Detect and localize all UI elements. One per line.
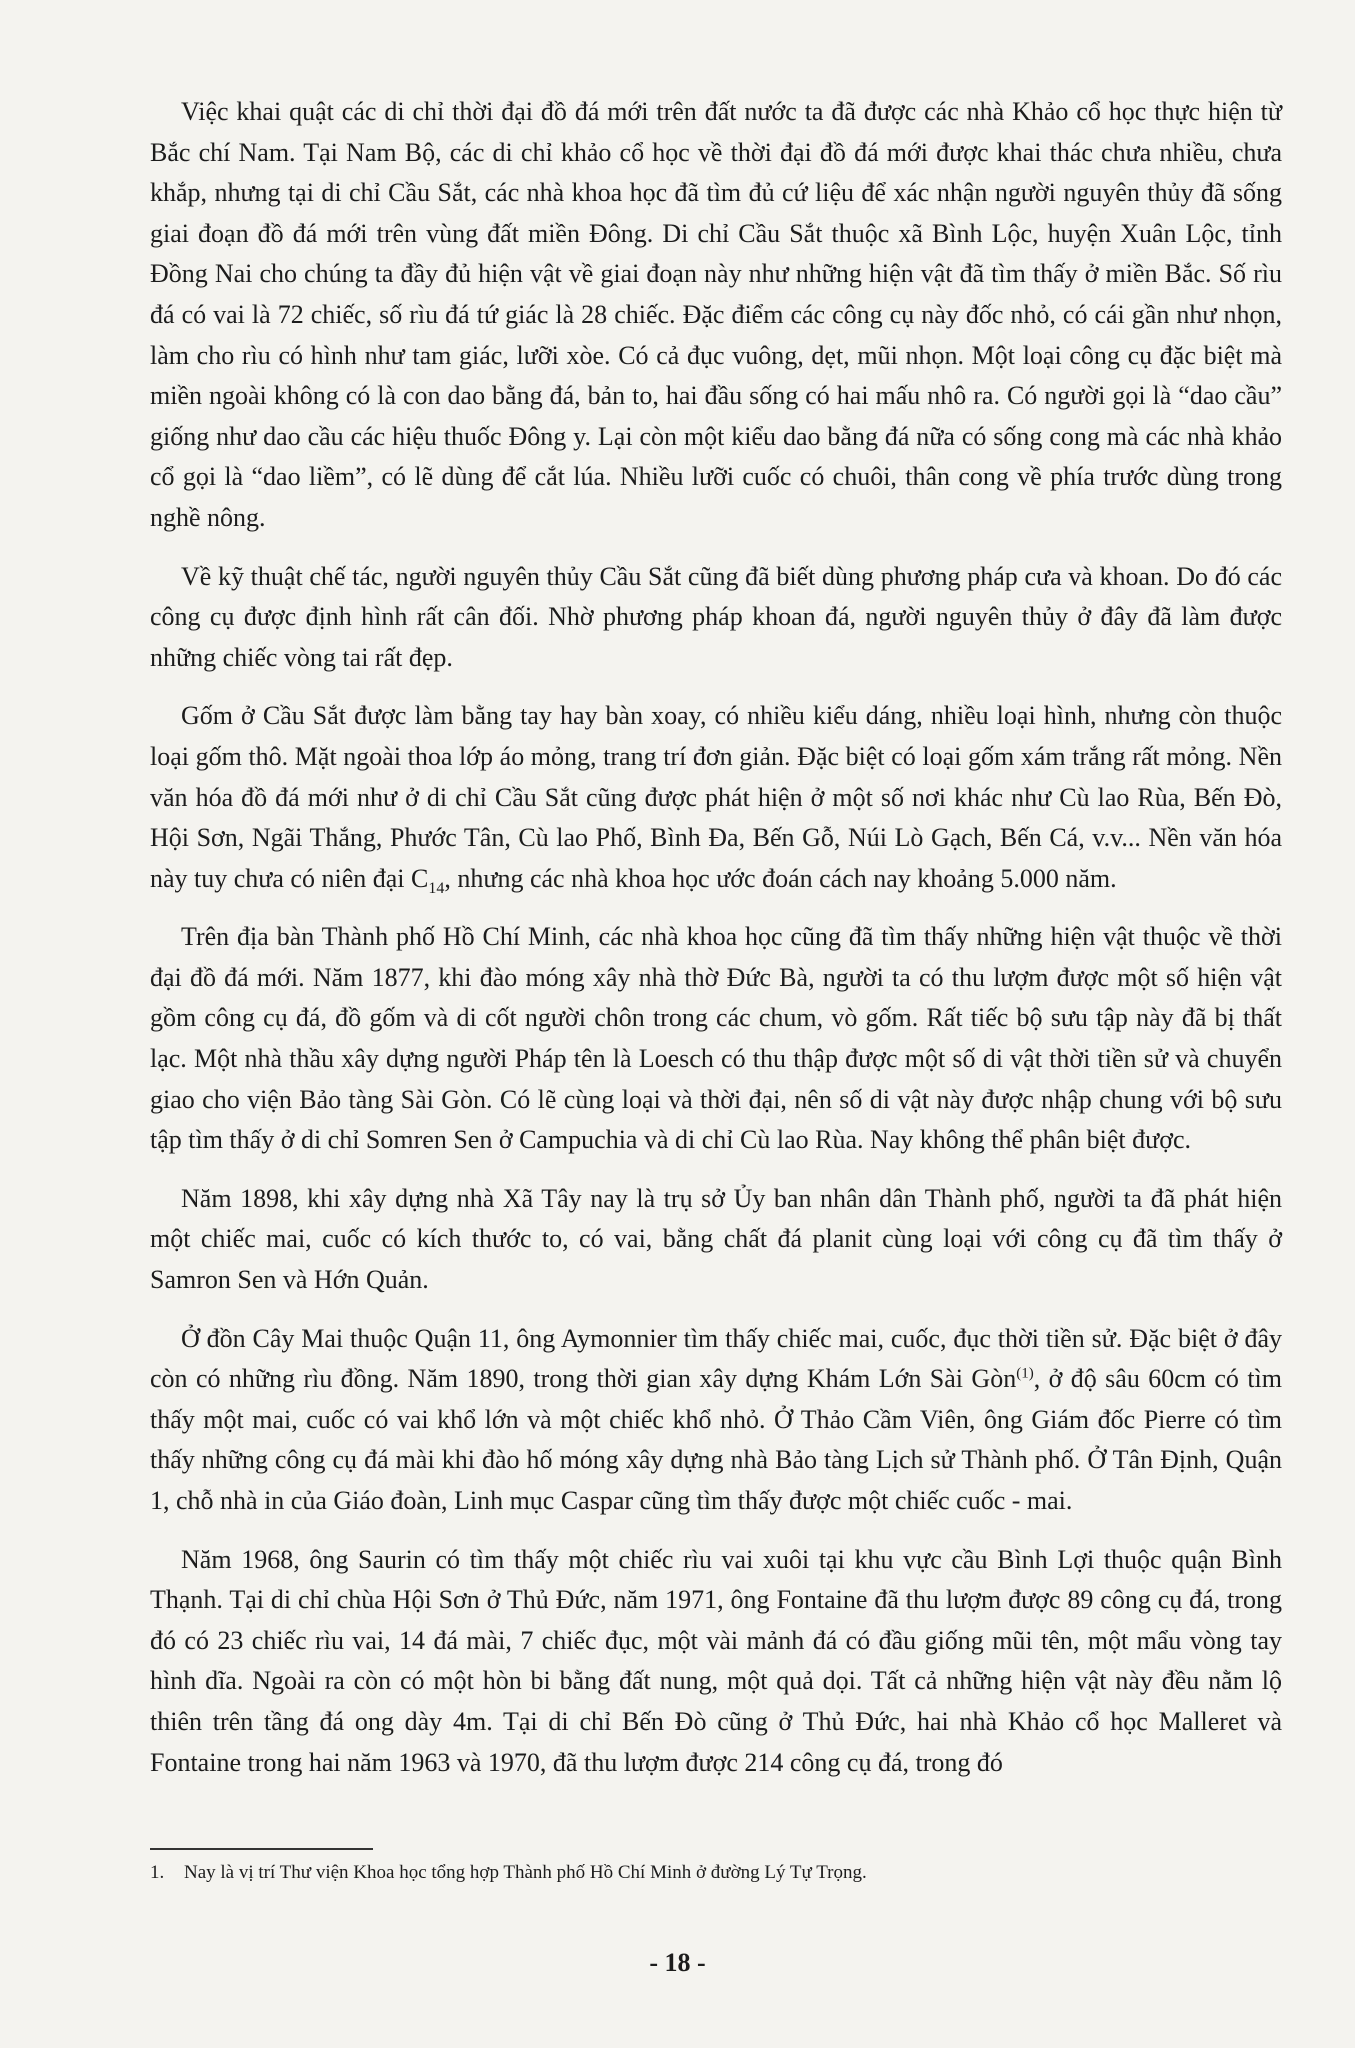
paragraph-binh-loi: Năm 1968, ông Saurin có tìm thấy một chiếc rìu vai xuôi tại khu vực cầu Bình Lợi thuộc quận Bình Thạnh. Tại di chỉ chùa Hội Sơn ở Thủ Đức, năm 1971, ông Fontaine đã thu lượm được 89 công cụ đá, trong đó có 23 chiếc rìu vai, 14 đá mài, 7 chiếc đục, một vài mảnh đá có đầu giống mũi tên, một mẩu vòng tay hình dĩa. Ngoài ra còn có một hòn bi bằng đất nung, một quả dọi. Tất cả những hiện vật này đều nằm lộ thiên trên tầng đá ong dày 4m. Tại di chỉ Bến Đò cũng ở Thủ Đức, hai nhà Khảo cổ học Malleret và Fontaine trong hai năm 1963 và 1970, đã thu lượm được 214 công cụ đá, trong đó — [150, 1544, 1282, 1777]
footnote — [150, 1860, 1282, 1886]
paragraph-hcmc-finds: Trên địa bàn Thành phố Hồ Chí Minh, các nhà khoa học cũng đã tìm thấy những hiện vật thuộc về thời đại đồ đá mới. Năm 1877, khi đào móng xây nhà thờ Đức Bà, người ta có thu lượm được một số hiện vật gồm công cụ đá, đồ gốm và di cốt người chôn trong các chum, vò gốm. Rất tiếc bộ sưu tập này đã bị thất lạc. Một nhà thầu xây dựng người Pháp tên là Loesch có thu thập được một số di vật thời tiền sử và chuyển giao cho viện Bảo tàng Sài Gòn. Có lẽ cùng loại và thời đại, nên số di vật này được nhập chung với bộ sưu tập tìm thấy ở di chỉ Somren Sen ở Campuchia và di chỉ Cù lao Rùa. Nay không thể phân biệt được. — [150, 922, 1282, 1155]
paragraph-crafting-technique: Về kỹ thuật chế tác, người nguyên thủy Cầu Sắt cũng đã biết dùng phương pháp cưa và khoan. Do đó các công cụ được định hình rất cân đối. Nhờ phương pháp khoan đá, người nguyên thủy ở đây đã làm được những chiếc vòng tai rất đẹp. — [150, 561, 1282, 672]
carbon-subscript: 14 — [428, 879, 445, 897]
cay-mai-text-end: , ở độ sâu 60cm có tìm thấy một mai, cuốc có vai khổ lớn và một chiếc khổ nhỏ. Ở Thảo Cầm Viên, ông Giám đốc Pierre có tìm thấy những công cụ đá mài khi đào hố móng xây dựng nhà Bảo tàng Lịch sử Thành phố. Ở Tân Định, Quận 1, chỗ nhà in của Giáo đoàn, Linh mục Caspar cũng tìm thấy được một chiếc cuốc - mai. — [150, 1364, 1282, 1515]
cay-mai-text: Ở đồn Cây Mai thuộc Quận 11, ông Aymonnier tìm thấy chiếc mai, cuốc, đục thời tiền sử. Đặc biệt ở đây còn có những rìu đồng. Năm 1890, trong thời gian xây dựng Khám Lớn Sài Gòn — [150, 1323, 1282, 1394]
page-number: - 18 - — [649, 1948, 706, 1977]
footnote-number: 1. — [150, 1862, 165, 1883]
paragraph-cay-mai — [150, 1319, 1282, 1522]
paragraph-cau-sat-site: Việc khai quật các di chỉ thời đại đồ đá mới trên đất nước ta đã được các nhà Khảo cổ học thực hiện từ Bắc chí Nam. Tại Nam Bộ, các di chỉ khảo cổ học về thời đại đồ đá mới được khai thác chưa nhiều, chưa khắp, nhưng tại di chỉ Cầu Sắt, các nhà khoa học đã tìm đủ cứ liệu để xác nhận người nguyên thủy đã sống giai đoạn đồ đá mới trên vùng đất miền Đông. Di chỉ Cầu Sắt thuộc xã Bình Lộc, huyện Xuân Lộc, tỉnh Đồng Nai cho chúng ta đầy đủ hiện vật về giai đoạn này như những hiện vật đã tìm thấy ở miền Bắc. Số rìu đá có vai là 72 chiếc, số rìu đá tứ giác là 28 chiếc. Đặc điểm các công cụ này đốc nhỏ, có cái gần như nhọn, làm cho rìu có hình như tam giác, lưỡi xòe. Có cả đục vuông, dẹt, mũi nhọn. Một loại công cụ đặc biệt mà miền ngoài không có là con dao bằng đá, bản to, hai đầu sống có hai mấu nhô ra. Có người gọi là “dao cầu” giống như dao cầu các hiệu thuốc Đông y. Lại còn một kiểu dao bằng đá nữa có sống cong mà các nhà khảo cổ gọi là “dao liềm”, có lẽ dùng để cắt lúa. Nhiều lưỡi cuốc có chuôi, thân cong về phía trước dùng trong nghề nông. — [150, 97, 1282, 532]
paragraph-pottery — [150, 696, 1282, 899]
body-text — [150, 92, 1282, 1801]
pottery-text: Gốm ở Cầu Sắt được làm bằng tay hay bàn xoay, có nhiều kiểu dáng, nhiều loại hình, nhưng còn thuộc loại gốm thô. Mặt ngoài thoa lớp áo mỏng, trang trí đơn giản. Đặc biệt có loại gốm xám trắng rất mỏng. Nền văn hóa đồ đá mới như ở di chỉ Cầu Sắt cũng được phát hiện ở một số nơi khác như Cù lao Rùa, Bến Đò, Hội Sơn, Ngãi Thắng, Phước Tân, Cù lao Phố, Bình Đa, Bến Gỗ, Núi Lò Gạch, Bến Cá, v.v... Nền văn hóa này tuy chưa có niên đại C — [150, 701, 1282, 893]
footnote-text: Nay là vị trí Thư viện Khoa học tổng hợp Thành phố Hồ Chí Minh ở đường Lý Tự Trọng. — [184, 1862, 867, 1883]
footnote-reference[interactable]: (1) — [1016, 1365, 1034, 1382]
footnote-divider — [150, 1848, 373, 1850]
pottery-text-end: , nhưng các nhà khoa học ước đoán cách nay khoảng 5.000 năm. — [444, 863, 1117, 893]
paragraph-xa-tay: Năm 1898, khi xây dựng nhà Xã Tây nay là trụ sở Ủy ban nhân dân Thành phố, người ta đã phát hiện một chiếc mai, cuốc có kích thước to, có vai, bằng chất đá planit cùng loại với công cụ đã tìm thấy ở Samron Sen và Hớn Quản. — [150, 1183, 1282, 1295]
